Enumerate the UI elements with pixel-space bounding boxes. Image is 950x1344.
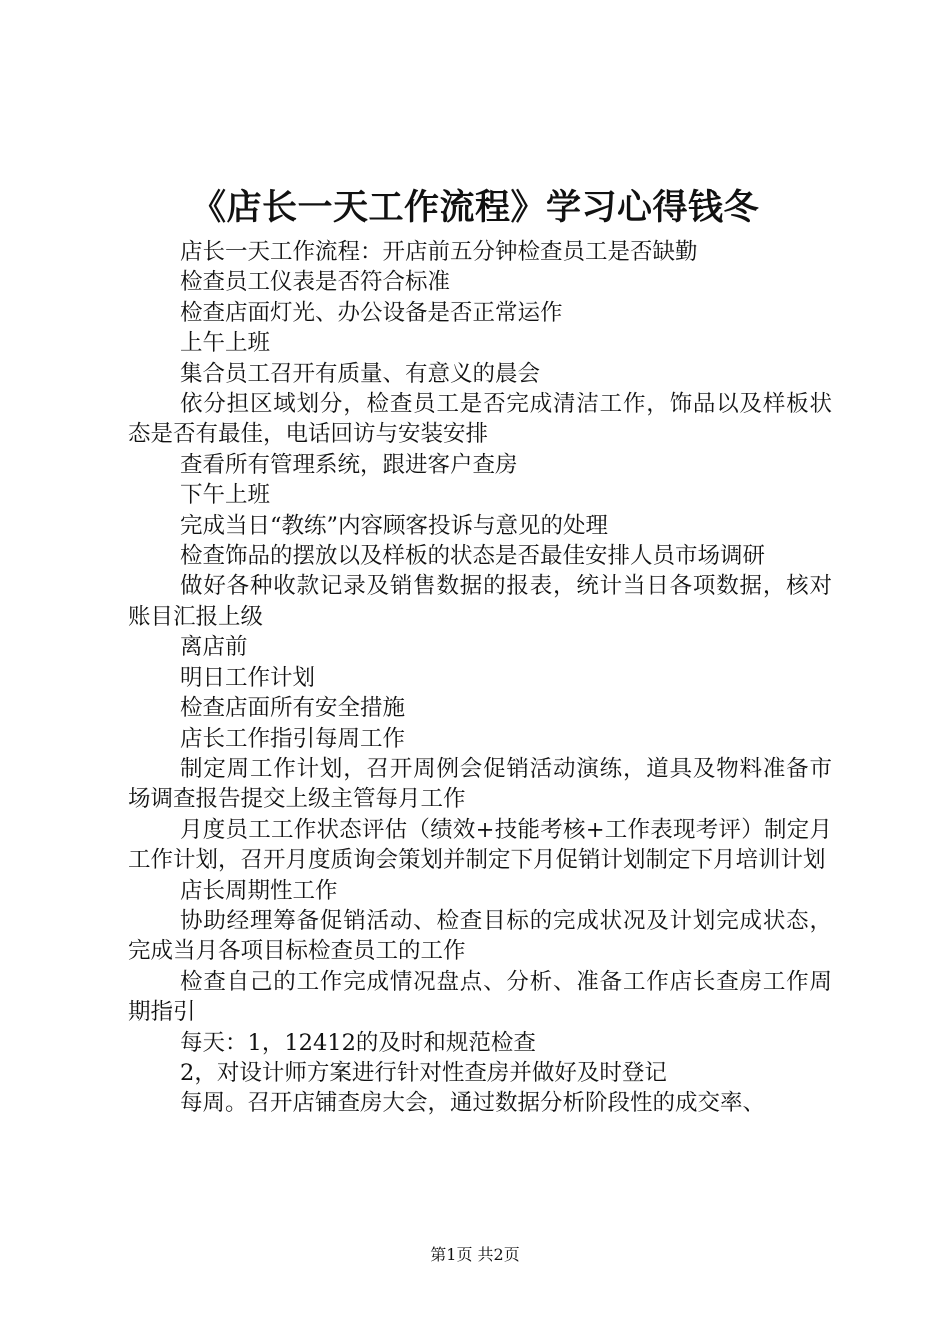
paragraph: 2，对设计师方案进行针对性查房并做好及时登记 (180, 1059, 667, 1086)
paragraph: 每天：1，12412的及时和规范检查 (180, 1029, 536, 1056)
paragraph: 上午上班 (180, 330, 271, 357)
document-title: 《店长一天工作流程》学习心得钱冬 (190, 187, 759, 228)
paragraph: 店长周期性工作 (180, 877, 338, 904)
paragraph: 店长一天工作流程：开店前五分钟检查员工是否缺勤 (180, 239, 698, 265)
document-body (128, 237, 832, 1119)
paragraph: 依分担区域划分，检查员工是否完成清洁工作，饰品以及样板状态是否有最佳，电话回访与安装安排 (128, 391, 832, 448)
paragraph: 检查店面灯光、办公设备是否正常运作 (180, 299, 563, 326)
paragraph: 检查饰品的摆放以及样板的状态是否最佳安排人员市场调研 (180, 543, 766, 570)
paragraph: 协助经理筹备促销活动、检查目标的完成状况及计划完成状态，完成当月各项目标检查员工的工作 (128, 907, 832, 965)
paragraph: 完成当日“教练”内容顾客投诉与意见的处理 (180, 512, 609, 539)
page-number: 第1页 共2页 (430, 1245, 520, 1264)
paragraph: 制定周工作计划，召开周例会促销活动演练，道具及物料准备市场调查报告提交上级主管每月工作 (128, 755, 832, 813)
paragraph: 下午上班 (180, 482, 271, 509)
paragraph: 检查自己的工作完成情况盘点、分析、准备工作店长查房工作周期指引 (128, 968, 832, 1026)
paragraph: 店长工作指引每周工作 (180, 725, 406, 752)
paragraph: 做好各种收款记录及销售数据的报表，统计当日各项数据，核对账目汇报上级 (128, 573, 832, 630)
paragraph: 每周。召开店铺查房大会，通过数据分析阶段性的成交率、 (180, 1090, 766, 1117)
paragraph: 查看所有管理系统，跟进客户查房 (180, 451, 518, 478)
paragraph: 检查店面所有安全措施 (180, 695, 406, 722)
paragraph: 检查员工仪表是否符合标准 (180, 269, 451, 296)
paragraph: 离店前 (180, 634, 248, 661)
paragraph: 集合员工召开有质量、有意义的晨会 (180, 360, 541, 387)
page-footer (0, 1244, 950, 1266)
paragraph: 明日工作计划 (180, 664, 316, 691)
paragraph: 月度员工工作状态评估（绩效+技能考核+工作表现考评）制定月工作计划，召开月度质询会策划并制定下月促销计划制定下月培训计划 (128, 816, 832, 874)
